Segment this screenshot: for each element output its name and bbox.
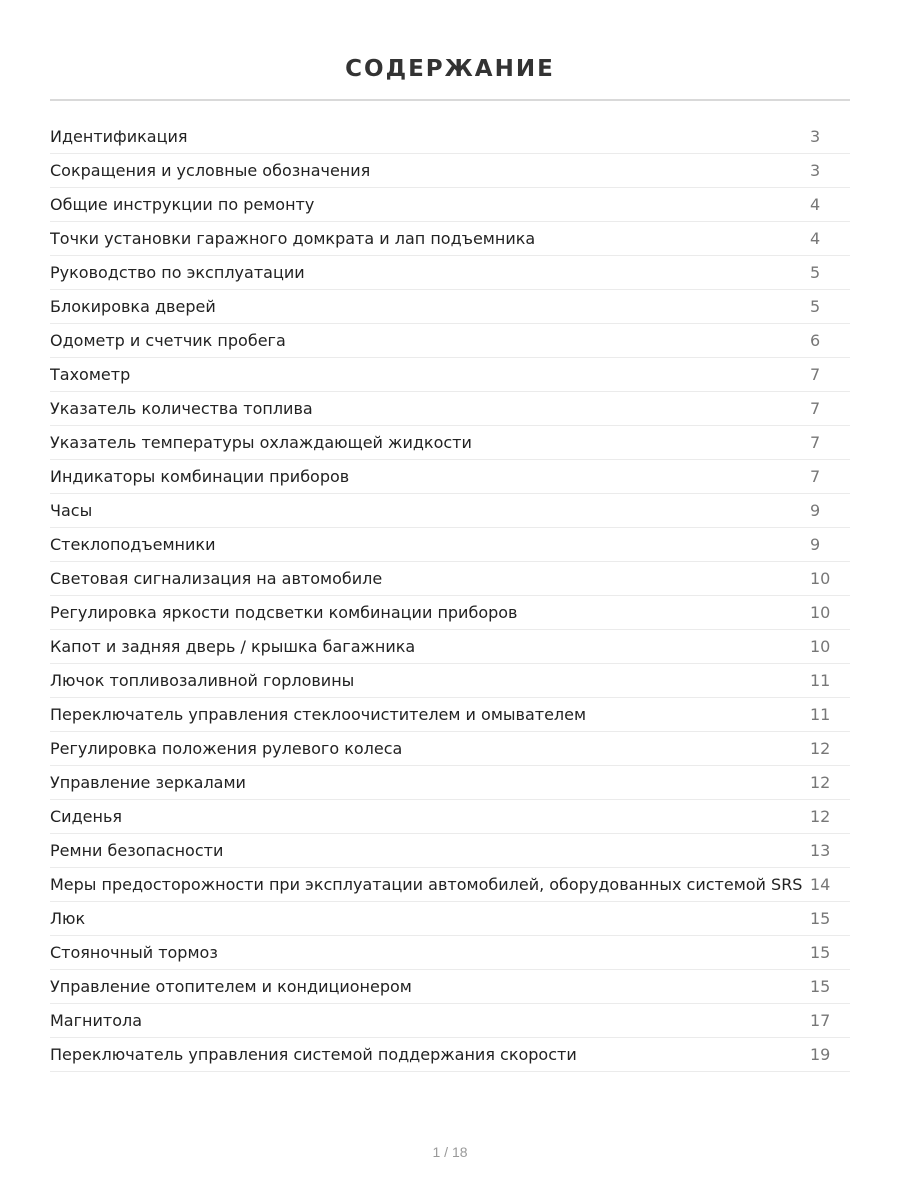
toc-entry-page-number: 15	[810, 909, 831, 928]
toc-entry[interactable]	[50, 460, 850, 494]
toc-entry-page-number: 17	[810, 1011, 831, 1030]
table-of-contents	[50, 120, 850, 1072]
toc-entry[interactable]	[50, 936, 850, 970]
toc-entry[interactable]	[50, 766, 850, 800]
page-indicator: 1 / 18	[432, 1144, 468, 1160]
toc-entry[interactable]	[50, 324, 850, 358]
toc-entry-page-number: 7	[810, 365, 821, 384]
toc-entry-title: Общие инструкции по ремонту	[50, 195, 315, 214]
toc-entry[interactable]	[50, 392, 850, 426]
toc-entry-title: Идентификация	[50, 127, 188, 146]
toc-entry[interactable]	[50, 154, 850, 188]
toc-entry[interactable]	[50, 562, 850, 596]
toc-entry-title: Блокировка дверей	[50, 297, 216, 316]
toc-entry-page-number: 4	[810, 195, 821, 214]
toc-entry-page-number: 15	[810, 943, 831, 962]
toc-entry[interactable]	[50, 1038, 850, 1072]
toc-entry-title: Точки установки гаражного домкрата и лап подъемника	[50, 229, 536, 248]
toc-entry-title: Переключатель управления системой поддержания скорости	[50, 1045, 577, 1064]
toc-entry[interactable]	[50, 528, 850, 562]
toc-entry[interactable]	[50, 800, 850, 834]
toc-entry-title: Магнитола	[50, 1011, 143, 1030]
toc-entry-page-number: 10	[810, 637, 831, 656]
toc-entry-title: Указатель количества топлива	[50, 399, 313, 418]
toc-entry[interactable]	[50, 290, 850, 324]
toc-entry-title: Регулировка положения рулевого колеса	[50, 739, 403, 758]
toc-entry-title: Управление зеркалами	[50, 773, 246, 792]
toc-entry-page-number: 5	[810, 263, 821, 282]
toc-entry-title: Тахометр	[50, 365, 131, 384]
toc-entry-page-number: 12	[810, 739, 831, 758]
toc-entry-page-number: 3	[810, 127, 821, 146]
toc-entry-page-number: 4	[810, 229, 821, 248]
toc-entry-page-number: 10	[810, 569, 831, 588]
toc-entry-title: Стеклоподъемники	[50, 535, 216, 554]
toc-entry-page-number: 3	[810, 161, 821, 180]
toc-entry[interactable]	[50, 868, 850, 902]
toc-entry-page-number: 9	[810, 501, 821, 520]
toc-entry-page-number: 6	[810, 331, 821, 350]
toc-entry-page-number: 12	[810, 773, 831, 792]
toc-entry-page-number: 7	[810, 467, 821, 486]
toc-entry-page-number: 10	[810, 603, 831, 622]
toc-entry[interactable]	[50, 1004, 850, 1038]
toc-entry[interactable]	[50, 834, 850, 868]
title-divider	[50, 99, 850, 101]
toc-entry-title: Часы	[50, 501, 93, 520]
toc-entry[interactable]	[50, 494, 850, 528]
page-title: СОДЕРЖАНИЕ	[345, 56, 555, 83]
toc-entry-page-number: 15	[810, 977, 831, 996]
toc-entry-page-number: 12	[810, 807, 831, 826]
toc-entry[interactable]	[50, 426, 850, 460]
toc-entry[interactable]	[50, 902, 850, 936]
toc-entry[interactable]	[50, 630, 850, 664]
toc-entry-title: Люк	[50, 909, 86, 928]
toc-entry[interactable]	[50, 120, 850, 154]
toc-entry-page-number: 7	[810, 399, 821, 418]
toc-entry-page-number: 11	[810, 705, 831, 724]
toc-entry-page-number: 13	[810, 841, 831, 860]
toc-entry-title: Индикаторы комбинации приборов	[50, 467, 350, 486]
toc-entry[interactable]	[50, 188, 850, 222]
toc-entry-title: Меры предосторожности при эксплуатации автомобилей, оборудованных системой SRS	[50, 875, 803, 894]
toc-entry-title: Капот и задняя дверь / крышка багажника	[50, 637, 416, 656]
toc-entry-title: Руководство по эксплуатации	[50, 263, 305, 282]
toc-entry[interactable]	[50, 256, 850, 290]
toc-entry-title: Световая сигнализация на автомобиле	[50, 569, 383, 588]
toc-entry[interactable]	[50, 596, 850, 630]
toc-entry-page-number: 7	[810, 433, 821, 452]
toc-entry-title: Лючок топливозаливной горловины	[50, 671, 355, 690]
toc-entry[interactable]	[50, 970, 850, 1004]
toc-entry-title: Управление отопителем и кондиционером	[50, 977, 412, 996]
toc-entry-title: Регулировка яркости подсветки комбинации приборов	[50, 603, 518, 622]
toc-entry[interactable]	[50, 222, 850, 256]
toc-entry[interactable]	[50, 358, 850, 392]
toc-entry-page-number: 9	[810, 535, 821, 554]
toc-entry-title: Указатель температуры охлаждающей жидкости	[50, 433, 472, 452]
toc-entry[interactable]	[50, 732, 850, 766]
toc-entry-page-number: 19	[810, 1045, 831, 1064]
toc-entry-title: Одометр и счетчик пробега	[50, 331, 286, 350]
toc-entry[interactable]	[50, 664, 850, 698]
toc-entry-title: Сиденья	[50, 807, 122, 826]
toc-entry-page-number: 5	[810, 297, 821, 316]
toc-entry-page-number: 11	[810, 671, 831, 690]
toc-entry-title: Стояночный тормоз	[50, 943, 218, 962]
toc-entry-title: Переключатель управления стеклоочистителем и омывателем	[50, 705, 587, 724]
toc-entry-title: Ремни безопасности	[50, 841, 224, 860]
toc-entry[interactable]	[50, 698, 850, 732]
toc-entry-title: Сокращения и условные обозначения	[50, 161, 371, 180]
toc-entry-page-number: 14	[810, 875, 831, 894]
